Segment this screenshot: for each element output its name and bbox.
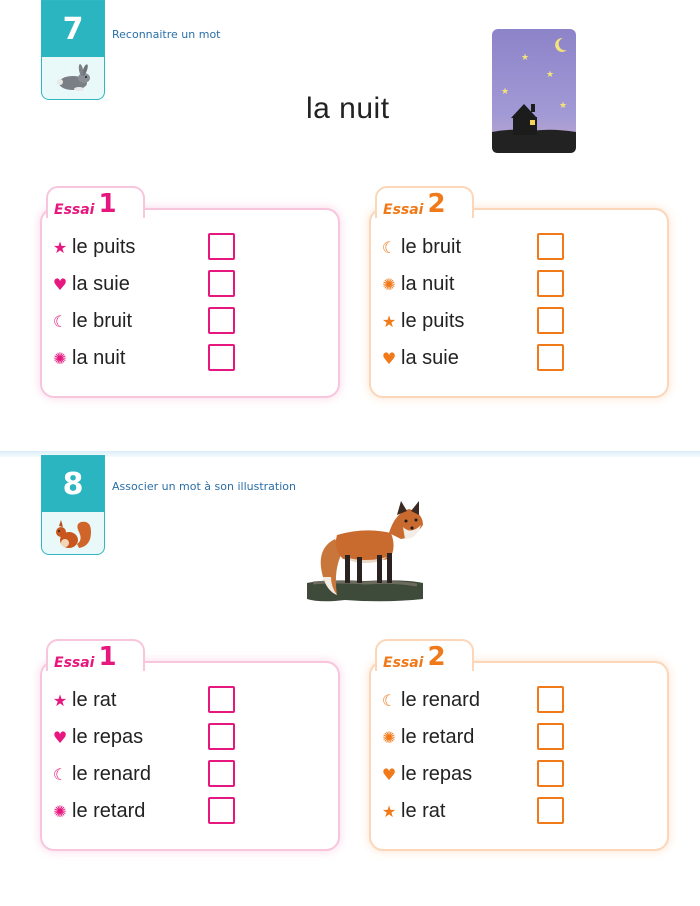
trial-2-tab: [375, 186, 474, 218]
heart-icon: ♥: [52, 274, 68, 294]
answer-checkbox[interactable]: [537, 686, 564, 713]
night-house-illustration: [491, 28, 577, 159]
answer-word: le retard: [401, 725, 475, 748]
trial-label: Essai: [383, 202, 424, 218]
answer-word: le bruit: [72, 309, 133, 332]
answer-row: [50, 232, 330, 262]
answer-word: le renard: [401, 688, 480, 711]
moon-icon: ☾: [52, 311, 68, 331]
exercise-8: [0, 455, 700, 906]
answer-word: la nuit: [401, 272, 455, 295]
answer-checkbox[interactable]: [537, 344, 564, 371]
answer-word: la suie: [401, 346, 459, 369]
svg-text:★: ★: [501, 86, 510, 96]
trial-1-card: [40, 642, 340, 851]
target-word: la nuit: [306, 92, 390, 125]
moon-icon: ☾: [381, 690, 397, 710]
answer-word: le bruit: [401, 235, 462, 258]
answer-row: [379, 722, 659, 752]
trial-label: Essai: [54, 202, 95, 218]
trial-number: 2: [427, 642, 446, 672]
exercise-number: 8: [42, 456, 104, 512]
answer-row: [50, 269, 330, 299]
star-icon: ★: [381, 311, 397, 331]
answer-checkbox[interactable]: [537, 723, 564, 750]
answer-checkbox[interactable]: [208, 307, 235, 334]
svg-text:★: ★: [521, 52, 530, 62]
heart-icon: ♥: [52, 727, 68, 747]
answer-row: [50, 722, 330, 752]
answer-checkbox[interactable]: [537, 760, 564, 787]
moon-icon: ☾: [52, 764, 68, 784]
answer-word: la nuit: [72, 346, 126, 369]
answer-word: la suie: [72, 272, 130, 295]
trial-1-tab: [46, 639, 145, 671]
star-icon: ★: [52, 237, 68, 257]
answer-checkbox[interactable]: [208, 686, 235, 713]
exercise-number-tab: [41, 455, 105, 555]
trial-label: Essai: [383, 655, 424, 671]
heart-icon: ♥: [381, 764, 397, 784]
answer-word: le repas: [72, 725, 144, 748]
exercise-instruction: Associer un mot à son illustration: [112, 480, 296, 493]
trial-2-card: [369, 642, 669, 851]
heart-icon: ♥: [381, 348, 397, 368]
answer-row: [379, 306, 659, 336]
answer-checkbox[interactable]: [208, 723, 235, 750]
answer-word: le renard: [72, 762, 151, 785]
answer-word: le rat: [401, 799, 446, 822]
squirrel-icon: [42, 512, 104, 554]
exercise-instruction: Reconnaitre un mot: [112, 28, 221, 41]
answer-row: [379, 685, 659, 715]
answer-row: [379, 232, 659, 262]
answer-checkbox[interactable]: [537, 797, 564, 824]
exercise-7: [0, 0, 700, 450]
sun-icon: ✺: [53, 348, 67, 368]
answer-checkbox[interactable]: [537, 307, 564, 334]
answer-word: le puits: [401, 309, 465, 332]
answer-row: [50, 759, 330, 789]
svg-text:★: ★: [546, 69, 555, 79]
exercise-number-tab: [41, 0, 105, 100]
answer-word: le retard: [72, 799, 146, 822]
trial-number: 1: [98, 642, 117, 672]
answer-checkbox[interactable]: [208, 797, 235, 824]
svg-text:★: ★: [559, 100, 568, 110]
answer-checkbox[interactable]: [208, 270, 235, 297]
trial-number: 1: [98, 189, 117, 219]
answer-row: [379, 343, 659, 373]
answer-checkbox[interactable]: [537, 233, 564, 260]
rabbit-icon: [42, 57, 104, 99]
answer-row: [379, 759, 659, 789]
answer-word: le rat: [72, 688, 117, 711]
star-icon: ★: [381, 801, 397, 821]
trial-number: 2: [427, 189, 446, 219]
answer-row: [50, 685, 330, 715]
answer-checkbox[interactable]: [208, 760, 235, 787]
sun-icon: ✺: [382, 727, 396, 747]
sun-icon: ✺: [382, 274, 396, 294]
answer-row: [379, 796, 659, 826]
trial-label: Essai: [54, 655, 95, 671]
trial-1-tab: [46, 186, 145, 218]
answer-word: le puits: [72, 235, 136, 258]
answer-row: [379, 269, 659, 299]
trial-2-card: [369, 189, 669, 398]
answer-checkbox[interactable]: [208, 233, 235, 260]
answer-row: [50, 796, 330, 826]
fox-photo: [305, 499, 427, 610]
answer-checkbox[interactable]: [208, 344, 235, 371]
star-icon: ★: [52, 690, 68, 710]
answer-row: [50, 306, 330, 336]
moon-icon: ☾: [381, 237, 397, 257]
sun-icon: ✺: [53, 801, 67, 821]
answer-checkbox[interactable]: [537, 270, 564, 297]
answer-row: [50, 343, 330, 373]
trial-1-card: [40, 189, 340, 398]
trial-2-tab: [375, 639, 474, 671]
exercise-number: 7: [42, 1, 104, 57]
answer-word: le repas: [401, 762, 473, 785]
